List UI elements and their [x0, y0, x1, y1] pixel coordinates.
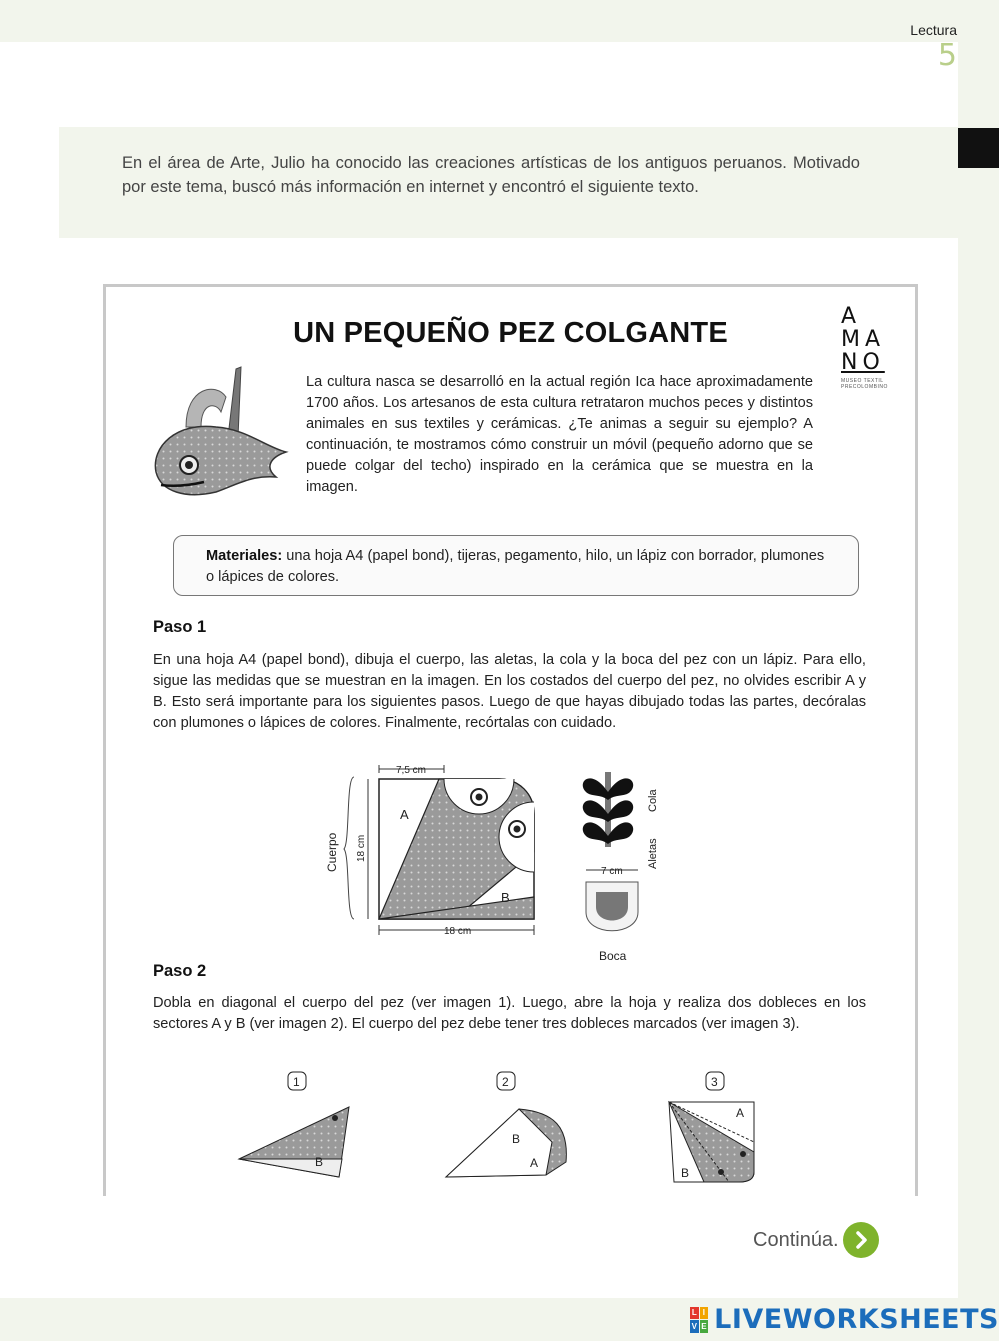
folding-steps-diagram — [234, 1067, 764, 1197]
body-label-a: A — [400, 807, 409, 822]
fold-2-label-a: A — [530, 1156, 539, 1170]
dim-mouth-label: 7 cm — [601, 866, 623, 877]
materials-box — [173, 535, 859, 596]
boca-label: Boca — [599, 949, 627, 962]
side-tab — [958, 128, 999, 168]
materials-text: una hoja A4 (papel bond), tijeras, pegamento, hilo, un lápiz con borrador, plumones o lápices de colores. — [206, 548, 825, 585]
step2-title: Paso 2 — [153, 962, 207, 980]
aletas-label: Aletas — [647, 838, 659, 869]
fold-1-label-b: B — [315, 1155, 324, 1169]
continue-label: Continúa. — [753, 1228, 839, 1251]
fold-1-number: 1 — [293, 1075, 300, 1089]
cuerpo-label: Cuerpo — [325, 832, 339, 872]
logo-line-3: NO — [841, 350, 885, 375]
step2-text: Dobla en diagonal el cuerpo del pez (ver imagen 1). Luego, abre la hoja y realiza dos dobleces en los sectores A y B (ver imagen 2). El cuerpo del pez debe tener tres dobleces marcados (ver imagen 3). — [153, 995, 866, 1032]
step1-title: Paso 1 — [153, 618, 207, 636]
live-badge-icon: L I V E — [691, 1308, 707, 1331]
body-pattern-diagram — [324, 757, 674, 962]
fold-3-label-b: B — [681, 1166, 690, 1180]
cola-label: Cola — [647, 789, 659, 812]
dim-bottom-label: 18 cm — [444, 926, 472, 937]
section-label: Lectura — [910, 22, 957, 38]
dim-side-label: 18 cm — [356, 834, 367, 862]
amano-logo — [841, 305, 903, 390]
lead-paragraph: La cultura nasca se desarrolló en la actual región Ica hace aproximadamente 1700 años. Los artesanos de esta cultura retrataron muchos peces y distintos animales en sus textiles y cerámicas. ¿Te animas a seguir su ejemplo? A continuación, te mostramos cómo construir un móvil (pequeño adorno que se puede colgar del techo) inspirado en la cerámica que se muestra en la imagen. — [306, 374, 813, 495]
reading-card — [103, 284, 918, 1287]
brand-name: LIVEWORKSHEETS — [714, 1304, 999, 1335]
fold-2-number: 2 — [502, 1075, 509, 1089]
logo-subtitle-1: MUSEO TEXTIL — [841, 378, 884, 384]
logo-line-2: MA — [841, 327, 886, 352]
right-gutter — [958, 0, 999, 1341]
card-title: UN PEQUEÑO PEZ COLGANTE — [293, 317, 728, 349]
dim-top-label: 7,5 cm — [396, 765, 427, 776]
logo-line-1: A — [841, 304, 862, 329]
continue-button[interactable] — [753, 1222, 879, 1258]
chevron-right-icon — [843, 1222, 879, 1258]
body-label-b: B — [501, 890, 510, 905]
materials-label: Materiales: — [206, 548, 283, 564]
fold-3-label-a: A — [736, 1106, 745, 1120]
intro-text: En el área de Arte, Julio ha conocido las creaciones artísticas de los antiguos peruanos. Motivado por este tema, buscó más información en internet y encontró el siguiente texto. — [122, 154, 860, 196]
liveworksheets-brand — [690, 1298, 999, 1341]
fold-2-label-b: B — [512, 1132, 521, 1146]
step1-text: En una hoja A4 (papel bond), dibuja el cuerpo, las aletas, la cola y la boca del pez con un lápiz. Para ello, sigue las medidas que se muestran en la imagen. En los costados del cuerpo del pez, no olvides escribir A y B. Esto será importante para los siguientes pasos. Luego de que hayas dibujado todas las partes, decóralas con plumones o lápices de colores. Finalmente, recórtalas con cuidado. — [153, 652, 866, 731]
section-number: 5 — [937, 38, 957, 73]
intro-panel — [59, 127, 958, 238]
logo-subtitle-2: PRECOLOMBINO — [841, 384, 888, 390]
fins-tail-icon — [583, 772, 633, 847]
fold-3-number: 3 — [711, 1075, 718, 1089]
nasca-fish-ceramic-image — [146, 357, 291, 502]
